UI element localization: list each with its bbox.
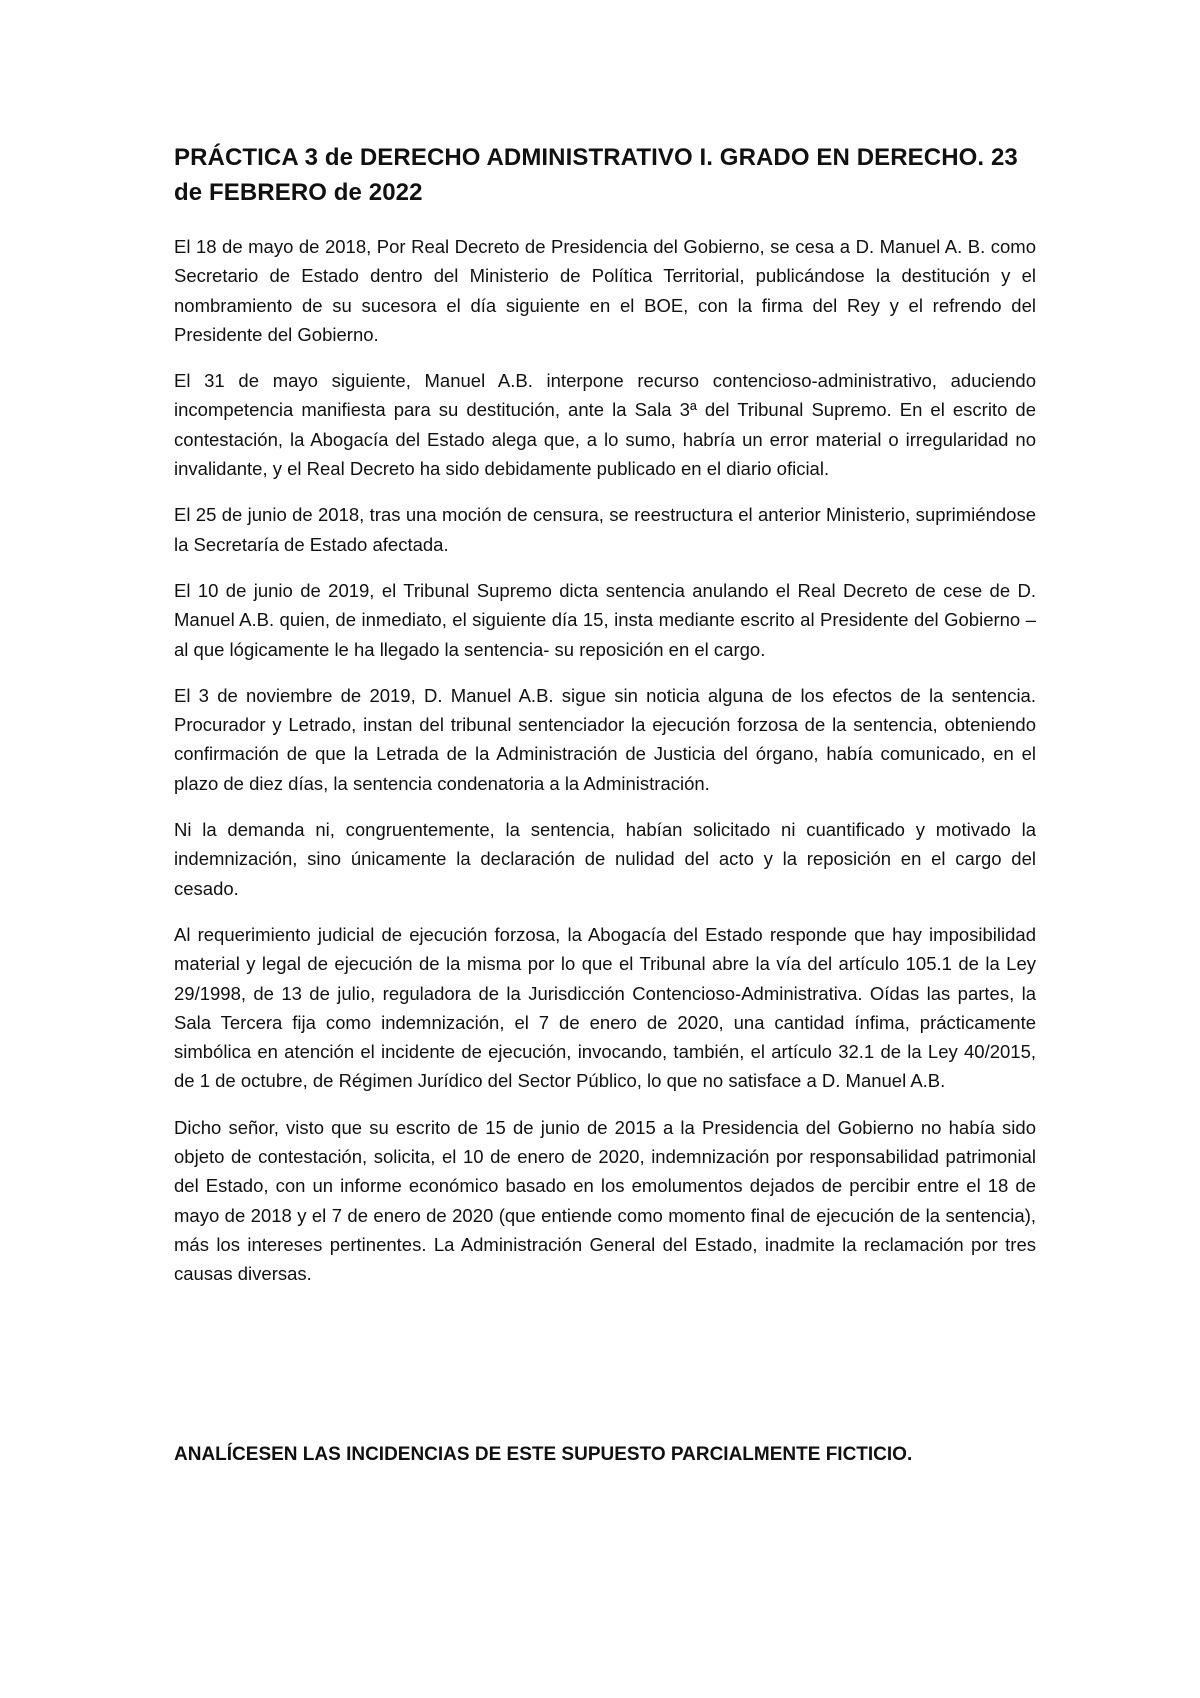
paragraph-2: El 31 de mayo siguiente, Manuel A.B. interpone recurso contencioso-administrativo, aduciendo incompetencia manifiesta para su destitución, ante la Sala 3ª del Tribunal Supremo. En el escrito de contestación, la Abogacía del Estado alega que, a lo sumo, habría un error material o irregularidad no invalidante, y el Real Decreto ha sido debidamente publicado en el diario oficial. — [174, 370, 1036, 480]
paragraph-4: El 10 de junio de 2019, el Tribunal Supremo dicta sentencia anulando el Real Decreto de cese de D. Manuel A.B. quien, de inmediato, el siguiente día 15, insta mediante escrito al Presidente del Gobierno –al que lógicamente le ha llegado la sentencia- su reposición en el cargo. — [174, 579, 1036, 660]
paragraph-8: Dicho señor, visto que su escrito de 15 de junio de 2015 a la Presidencia del Gobierno no había sido objeto de contestación, solicita, el 10 de enero de 2020, indemnización por responsabilidad patrimonial del Estado, con un informe económico basado en los emolumentos dejados de percibir entre el 18 de mayo de 2018 y el 7 de enero de 2020 (que entiende como momento final de ejecución de la sentencia), más los intereses pertinentes. La Administración General del Estado, inadmite la reclamación por tres causas diversas. — [174, 1116, 1036, 1285]
paragraph-7: Al requerimiento judicial de ejecución forzosa, la Abogacía del Estado responde que hay imposibilidad material y legal de ejecución de la misma por lo que el Tribunal abre la vía del artículo 105.1 de la Ley 29/1998, de 13 de julio, reguladora de la Jurisdicción Contencioso-Administrativa. Oídas las partes, la Sala Tercera fija como indemnización, el 7 de enero de 2020, una cantidad ínfima, prácticamente simbólica en atención el incidente de ejecución, invocando, también, el artículo 32.1 de la Ley 40/2015, de 1 de octubre, de Régimen Jurídico del Sector Público, lo que no satisface a D. Manuel A.B. — [174, 923, 1036, 1092]
document-page — [174, 140, 1036, 1465]
paragraph-3: El 25 de junio de 2018, tras una moción de censura, se reestructura el anterior Ministerio, suprimiéndose la Secretaría de Estado afectada. — [174, 504, 1036, 555]
document-title: PRÁCTICA 3 de DERECHO ADMINISTRATIVO I. GRADO EN DERECHO. 23 de FEBRERO de 2022 — [174, 144, 1018, 206]
paragraph-6: Ni la demanda ni, congruentemente, la sentencia, habían solicitado ni cuantificado y motivado la indemnización, sino únicamente la declaración de nulidad del acto y la reposición en el cargo del cesado. — [174, 819, 1036, 899]
paragraph-1: El 18 de mayo de 2018, Por Real Decreto de Presidencia del Gobierno, se cesa a D. Manuel A. B. como Secretario de Estado dentro del Ministerio de Política Territorial, publicándose la destitución y el nombramiento de su sucesora el día siguiente en el BOE, con la firma del Rey y el refrendo del Presidente del Gobierno. — [174, 236, 1036, 345]
paragraph-5: El 3 de noviembre de 2019, D. Manuel A.B. sigue sin noticia alguna de los efectos de la sentencia. Procurador y Letrado, instan del tribunal sentenciador la ejecución forzosa de la sentencia, obteniendo confirmación de que la Letrada de la Administración de Justicia del órgano, había comunicado, en el plazo de diez días, la sentencia condenatoria a la Administración. — [174, 684, 1036, 794]
closing-instruction: ANALÍCESEN LAS INCIDENCIAS DE ESTE SUPUESTO PARCIALMENTE FICTICIO. — [174, 1444, 913, 1465]
